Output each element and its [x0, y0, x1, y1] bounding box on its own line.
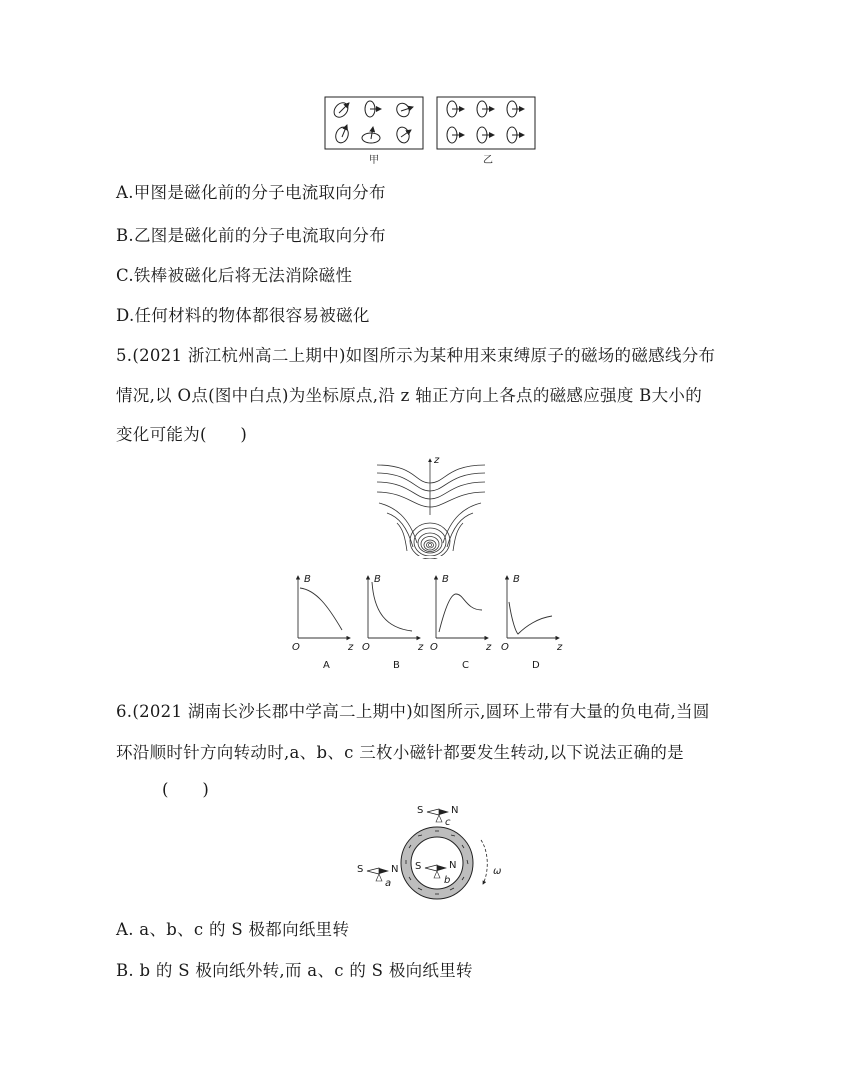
- graph-d-x-label: z: [557, 642, 563, 653]
- q5-stem-line-1: 5.(2021 浙江杭州高二上期中)如图所示为某种用来束缚原子的磁场的磁感线分布: [116, 346, 716, 365]
- field-lines-diagram: [375, 455, 487, 559]
- q6-stem-line-1: 6.(2021 湖南长沙长郡中学高二上期中)如图所示,圆环上带有大量的负电荷,当圆: [116, 702, 710, 721]
- graphs-diagram: [290, 572, 570, 672]
- q4-option-d: D.任何材料的物体都很容易被磁化: [116, 306, 370, 325]
- graph-a-y-label: B: [304, 574, 311, 585]
- q4-option-c: C.铁棒被磁化后将无法消除磁性: [116, 266, 353, 285]
- q6-option-b: B. b 的 S 极向纸外转,而 a、c 的 S 极向纸里转: [116, 961, 473, 980]
- molecular-current-diagram: [323, 95, 538, 167]
- compass-c-n-label: N: [451, 805, 459, 816]
- figure-label-yi: 乙: [483, 155, 493, 166]
- graph-b-caption: B: [393, 660, 400, 671]
- graph-c-x-label: z: [486, 642, 492, 653]
- charged-ring-figure: [355, 800, 505, 905]
- graph-d-origin: O: [501, 642, 509, 653]
- compass-a-s-label: S: [357, 864, 364, 875]
- graph-b-x-label: z: [418, 642, 424, 653]
- molecular-current-figure: [323, 95, 538, 167]
- graph-c-origin: O: [430, 642, 438, 653]
- graph-b-origin: O: [362, 642, 370, 653]
- compass-b-s-label: S: [415, 861, 422, 872]
- compass-b-n-label: N: [449, 860, 457, 871]
- graph-b-y-label: B: [374, 574, 381, 585]
- q4-option-b: B.乙图是磁化前的分子电流取向分布: [116, 226, 386, 245]
- graph-a-x-label: z: [348, 642, 354, 653]
- q6-option-a: A. a、b、c 的 S 极都向纸里转: [116, 920, 350, 939]
- compass-c-label: c: [445, 817, 451, 828]
- q5-stem-line-2: 情况,以 O点(图中白点)为坐标原点,沿 z 轴正方向上各点的磁感应强度 B大小的: [116, 386, 702, 405]
- graph-c-caption: C: [462, 660, 469, 671]
- field-axis-label: z: [434, 455, 440, 466]
- q4-option-a: A.甲图是磁化前的分子电流取向分布: [116, 183, 386, 202]
- graph-d-caption: D: [532, 660, 540, 671]
- graph-c-y-label: B: [442, 574, 449, 585]
- q6-stem-line-2: 环沿顺时针方向转动时,a、b、c 三枚小磁针都要发生转动,以下说法正确的是: [116, 743, 684, 762]
- ring-diagram: [355, 800, 505, 905]
- compass-a-n-label: N: [391, 864, 399, 875]
- magnetic-field-lines-figure: [375, 455, 487, 559]
- graph-d-y-label: B: [513, 574, 520, 585]
- b-vs-z-graphs: [290, 572, 570, 672]
- compass-b-label: b: [444, 875, 451, 886]
- figure-label-jia: 甲: [369, 155, 379, 166]
- q6-answer-bracket: ( ): [162, 780, 210, 799]
- graph-a-caption: A: [323, 660, 330, 671]
- compass-c-s-label: S: [417, 805, 424, 816]
- rotation-omega-label: ω: [493, 866, 502, 877]
- q5-stem-line-3: 变化可能为( ): [116, 425, 248, 444]
- graph-a-origin: O: [292, 642, 300, 653]
- compass-a-label: a: [385, 878, 392, 889]
